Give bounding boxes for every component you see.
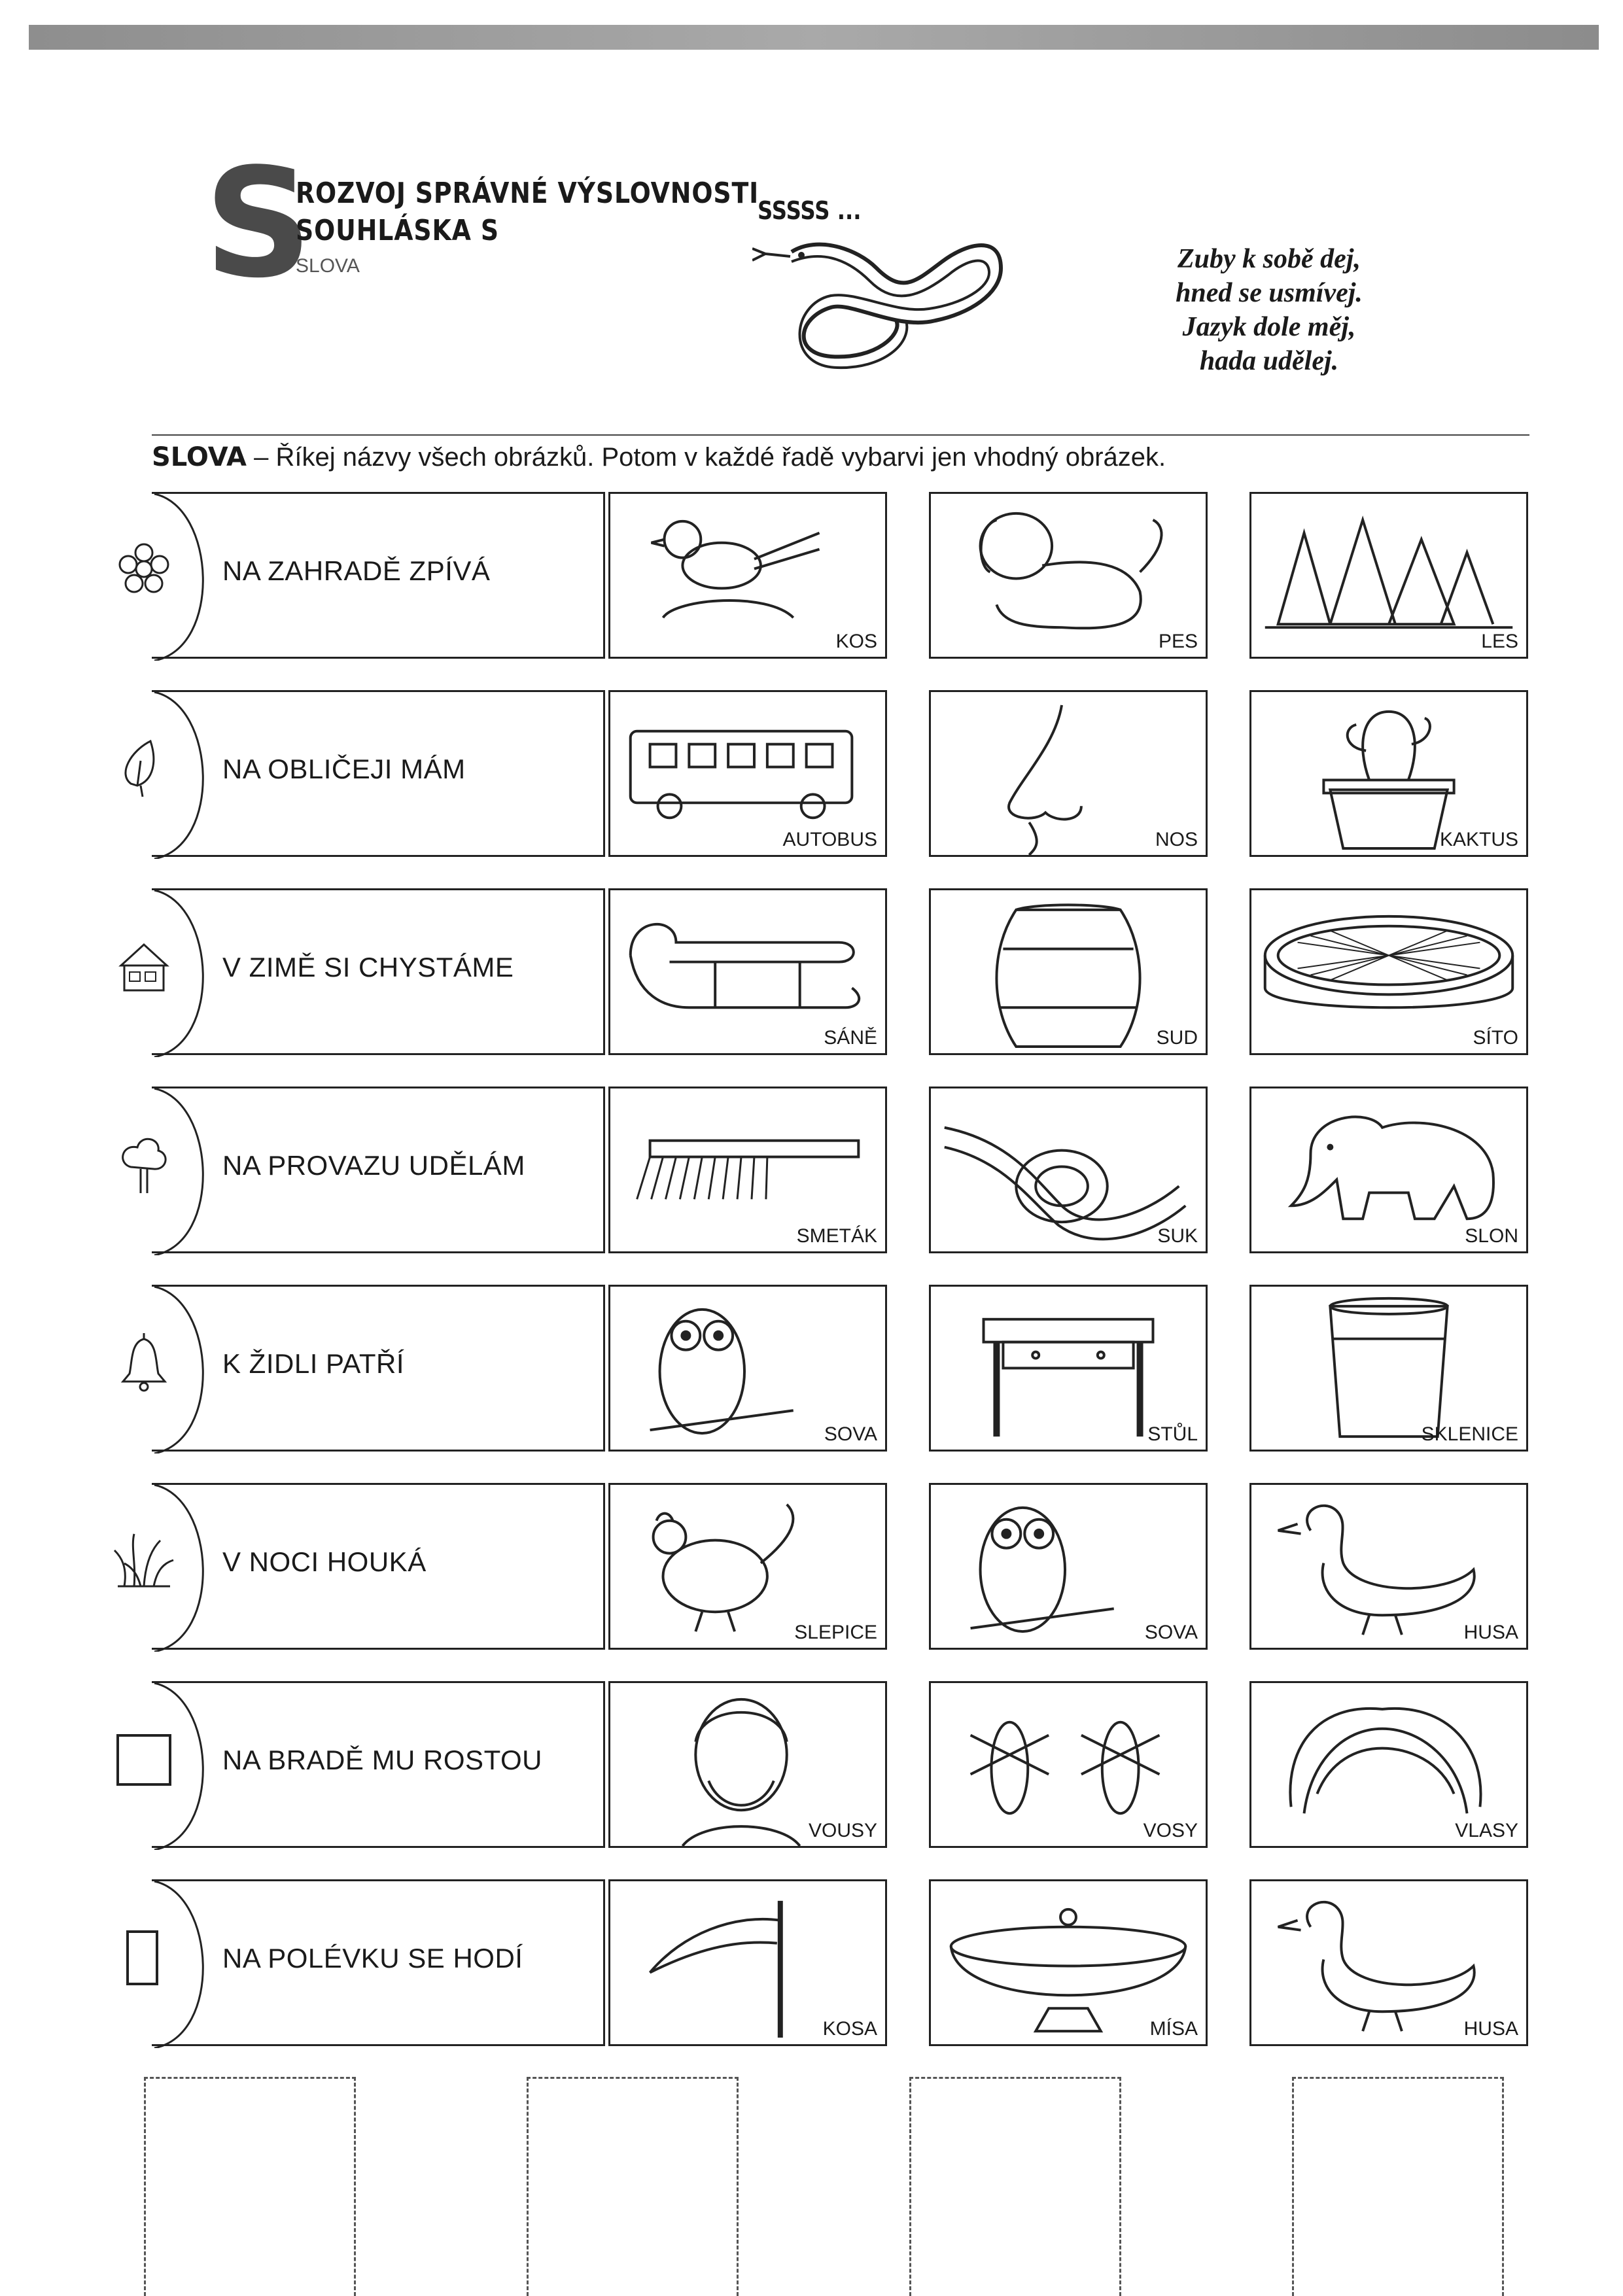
exercise-row (0, 1681, 1623, 1848)
clue-box (152, 1285, 605, 1452)
cut-box (144, 2077, 356, 2296)
picture-option[interactable] (929, 888, 1208, 1055)
clue-box (152, 1681, 605, 1848)
clue-box (152, 888, 605, 1055)
poem-line: hada udělej. (1199, 346, 1339, 376)
picture-label: SÍTO (1473, 1027, 1518, 1049)
title-line-2: SOUHLÁSKA S (296, 214, 499, 247)
picture-option[interactable] (929, 492, 1208, 659)
clue-box (152, 1483, 605, 1650)
scan-top-bar (29, 25, 1599, 50)
picture-option[interactable] (1249, 1285, 1528, 1452)
picture-label: KAKTUS (1439, 829, 1518, 850)
picture-label: KOS (835, 631, 877, 652)
clue-notch (150, 494, 229, 661)
picture-label: SOVA (1144, 1622, 1198, 1643)
clue-text: NA POLÉVKU SE HODÍ (222, 1942, 523, 1974)
clue-text: NA ZAHRADĚ ZPÍVÁ (222, 555, 491, 586)
picture-label: HUSA (1463, 1622, 1518, 1643)
picture-option[interactable] (1249, 888, 1528, 1055)
picture-label: KOSA (822, 2018, 877, 2040)
clue-text: V NOCI HOUKÁ (222, 1546, 427, 1577)
picture-label: STŮL (1147, 1423, 1198, 1445)
exercise-row (0, 1483, 1623, 1650)
snake-illustration (752, 222, 1027, 373)
picture-option[interactable] (608, 1681, 887, 1848)
picture-option[interactable] (608, 1879, 887, 2046)
clue-notch (150, 1485, 229, 1652)
picture-option[interactable] (929, 1285, 1208, 1452)
picture-label: HUSA (1463, 2018, 1518, 2040)
instruction-label: SLOVA (152, 442, 247, 472)
poem-line: hned se usmívej. (1176, 278, 1363, 308)
picture-label: SUD (1156, 1027, 1198, 1049)
picture-option[interactable] (608, 492, 887, 659)
picture-option[interactable] (929, 690, 1208, 857)
picture-label: VLASY (1455, 1820, 1518, 1841)
poem-line: Zuby k sobě dej, (1178, 244, 1361, 274)
picture-option[interactable] (929, 1681, 1208, 1848)
clue-box (152, 492, 605, 659)
cut-box (1292, 2077, 1504, 2296)
instruction (152, 442, 1166, 472)
picture-option[interactable] (929, 1087, 1208, 1253)
picture-label: MÍSA (1149, 2018, 1198, 2040)
poem (1112, 242, 1426, 378)
subtitle: SLOVA (296, 255, 360, 277)
clue-notch (150, 1088, 229, 1255)
picture-label: SUK (1157, 1225, 1198, 1247)
clue-text: V ZIMĚ SI CHYSTÁME (222, 951, 514, 983)
picture-option[interactable] (1249, 1879, 1528, 2046)
clue-notch (150, 692, 229, 859)
cut-box (909, 2077, 1121, 2296)
picture-option[interactable] (608, 1483, 887, 1650)
clue-box (152, 1879, 605, 2046)
clue-notch (150, 1881, 229, 2048)
instruction-text: – Říkej názvy všech obrázků. Potom v každé řadě vybarvi jen vhodný obrázek. (247, 443, 1166, 472)
picture-option[interactable] (1249, 690, 1528, 857)
picture-label: SLON (1465, 1225, 1518, 1247)
picture-label: AUTOBUS (782, 829, 877, 850)
picture-label: NOS (1155, 829, 1198, 850)
clue-notch (150, 1683, 229, 1850)
title-line-1: ROZVOJ SPRÁVNÉ VÝSLOVNOSTI (296, 177, 759, 210)
clue-text: NA BRADĚ MU ROSTOU (222, 1744, 542, 1775)
picture-label: LES (1481, 631, 1518, 652)
clue-box (152, 690, 605, 857)
exercise-row (0, 888, 1623, 1055)
picture-option[interactable] (1249, 1087, 1528, 1253)
picture-label: SLEPICE (794, 1622, 877, 1643)
exercise-row (0, 492, 1623, 659)
picture-option[interactable] (608, 1087, 887, 1253)
picture-label: VOUSY (808, 1820, 877, 1841)
big-letter: S (204, 137, 313, 311)
picture-label: PES (1158, 631, 1198, 652)
picture-option[interactable] (608, 1285, 887, 1452)
clue-notch (150, 1287, 229, 1453)
exercise-row (0, 1285, 1623, 1452)
picture-option[interactable] (1249, 492, 1528, 659)
exercise-row (0, 690, 1623, 857)
header-rule (152, 434, 1529, 436)
picture-option[interactable] (929, 1879, 1208, 2046)
picture-option[interactable] (608, 888, 887, 1055)
picture-option[interactable] (1249, 1681, 1528, 1848)
picture-option[interactable] (1249, 1483, 1528, 1650)
picture-label: SOVA (824, 1423, 877, 1445)
clue-box (152, 1087, 605, 1253)
cut-box (527, 2077, 739, 2296)
clue-text: NA OBLIČEJI MÁM (222, 753, 466, 784)
picture-label: SÁNĚ (824, 1027, 877, 1049)
picture-label: SKLENICE (1421, 1423, 1518, 1445)
picture-label: VOSY (1143, 1820, 1198, 1841)
clue-text: K ŽIDLI PATŘÍ (222, 1348, 404, 1379)
snake-hiss: SSSSS ... (758, 196, 862, 225)
poem-line: Jazyk dole měj, (1182, 312, 1356, 342)
picture-option[interactable] (608, 690, 887, 857)
exercise-row (0, 1879, 1623, 2046)
picture-option[interactable] (929, 1483, 1208, 1650)
picture-label: SMETÁK (796, 1225, 877, 1247)
exercise-row (0, 1087, 1623, 1253)
clue-text: NA PROVAZU UDĚLÁM (222, 1149, 525, 1181)
clue-notch (150, 890, 229, 1057)
